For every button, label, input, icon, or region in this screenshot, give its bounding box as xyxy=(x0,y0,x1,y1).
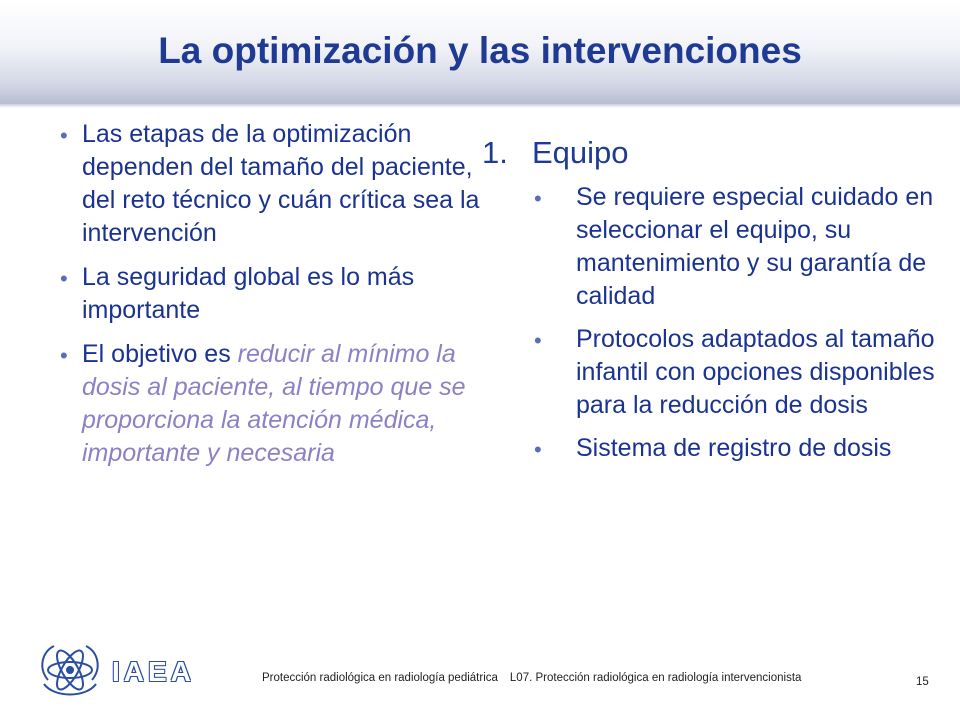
left-column xyxy=(60,118,480,481)
bullet-item xyxy=(478,432,948,465)
iaea-logo-text: IAEA xyxy=(112,656,195,687)
section-number: 1. xyxy=(482,135,508,170)
bullet-text: Las etapas de la optimización dependen del tamaño del paciente, del reto técnico y cuán crítica sea la intervención xyxy=(82,120,480,247)
bullet-item xyxy=(478,181,948,313)
bullet-text: Protocolos adaptados al tamaño infantil con opciones disponibles para la reducción de dosis xyxy=(576,325,935,419)
slide-title: La optimización y las intervenciones xyxy=(158,30,802,71)
bullet-item xyxy=(60,118,480,250)
bullet-text: La seguridad global es lo más importante xyxy=(82,263,415,324)
bullet-dot-icon: • xyxy=(534,186,542,211)
bullet-dot-icon: • xyxy=(60,123,68,148)
bullet-dot-icon: • xyxy=(534,437,542,462)
page-number: 15 xyxy=(916,676,929,688)
bullet-text: Se requiere especial cuidado en seleccionar el equipo, su mantenimiento y su garantía de calidad xyxy=(576,183,934,310)
footer-course: Protección radiológica en radiología pediátrica xyxy=(262,672,498,684)
bullet-emphasis-text: reducir al mínimo la dosis al paciente, al tiempo que se proporciona la atención médica, importante y necesaria xyxy=(82,340,466,467)
bullet-text: Sistema de registro de dosis xyxy=(576,434,892,462)
footer-lecture: L07. Protección radiológica en radiología intervencionista xyxy=(509,672,802,684)
bullet-text: El objetivo es xyxy=(82,340,238,368)
right-column xyxy=(478,133,948,475)
left-bullet-list xyxy=(60,118,480,470)
bullet-item xyxy=(60,338,480,470)
bullet-item xyxy=(478,323,948,422)
footer-caption xyxy=(262,672,801,684)
title-bar xyxy=(0,0,960,104)
bullet-item xyxy=(60,261,480,327)
bullet-dot-icon: • xyxy=(60,343,68,368)
section-heading xyxy=(482,133,948,173)
right-bullet-list xyxy=(478,181,948,465)
bullet-dot-icon: • xyxy=(534,328,542,353)
bullet-dot-icon: • xyxy=(60,266,68,291)
section-heading-text: Equipo xyxy=(532,135,629,170)
